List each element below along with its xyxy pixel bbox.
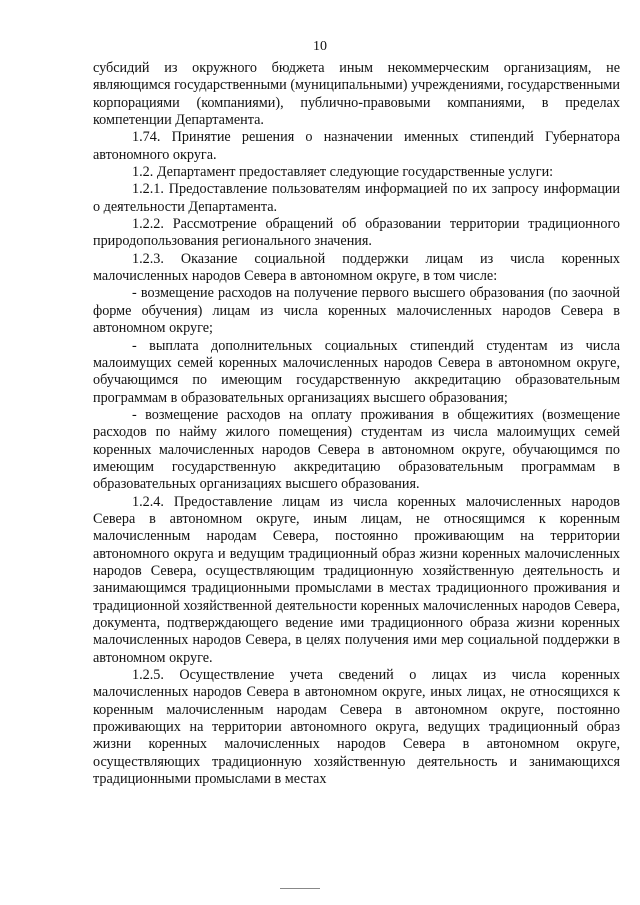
bullet-paragraph-3: - возмещение расходов на оплату проживания в общежитиях (возмещение расходов по найму жилого помещения) студентам из числа малоимущих семей коренных малочисленных народов Севера в автономном округе, обучающимся по имеющим государственную аккредитацию образовательным программам в образовательных организациях высшего образования. (93, 406, 620, 493)
bullet-paragraph-1: - возмещение расходов на получение первого высшего образования (по заочной форме обучения) лицам из числа коренных малочисленных народов Севера в автономном округе; (93, 285, 620, 337)
paragraph-1-2: 1.2. Департамент предоставляет следующие государственные услуги: (132, 164, 554, 181)
paragraph-1-2-2: 1.2.2. Рассмотрение обращений об образовании территории традиционного природопользования регионального значения. (93, 216, 620, 250)
page-bottom-divider (280, 888, 320, 889)
document-body (93, 60, 620, 788)
paragraph-1-2-3: 1.2.3. Оказание социальной поддержки лицам из числа коренных малочисленных народов Севера в автономном округе, в том числе: (93, 250, 620, 285)
paragraph-continuation: субсидий из окружного бюджета иным некоммерческим организациям, не являющимся государственными (муниципальными) учреждениями, государственными корпорациями (компаниями), публично-правовыми компаниями, в пределах компетенции Департамента. (93, 60, 620, 129)
paragraph-1-2-5: 1.2.5. Осуществление учета сведений о лицах из числа коренных малочисленных народов Севера в автономном округе, иных лицах, не относящихся к коренным малочисленным народам Севера в автономном округе, постоянно проживающих на территории автономного округа, ведущих традиционный образ жизни коренных малочисленных народов Севера в автономном округе, осуществляющих традиционную хозяйственную деятельность и занимающихся традиционными промыслами в местах (93, 667, 620, 788)
paragraph-1-74: 1.74. Принятие решения о назначении именных стипендий Губернатора автономного округа. (93, 129, 620, 163)
page-number: 10 (313, 39, 327, 54)
bullet-paragraph-2: - выплата дополнительных социальных стипендий студентам из числа малоимущих семей коренных малочисленных народов Севера в автономном округе, обучающимся по имеющим государственную аккредитацию образовательным программам в образовательных организациях высшего образования; (93, 337, 620, 406)
paragraph-1-2-1: 1.2.1. Предоставление пользователям информацией по их запросу информации о деятельности Департамента. (93, 181, 620, 215)
paragraph-1-2-4: 1.2.4. Предоставление лицам из числа коренных малочисленных народов Севера в автономном округе, иным лицам, не относящимся к коренным малочисленным народам Севера, постоянно проживающим на территории автономного округа и ведущим традиционный образ жизни коренных малочисленных народов Севера, осуществляющим традиционную хозяйственную деятельность и занимающимся традиционными промыслами в местах традиционного проживания и традиционной хозяйственной деятельности коренных малочисленных народов Севера, документа, подтверждающего ведение ими традиционного образа жизни коренных малочисленных народов Севера, в целях получения ими мер социальной поддержки в автономном округе. (93, 493, 620, 666)
